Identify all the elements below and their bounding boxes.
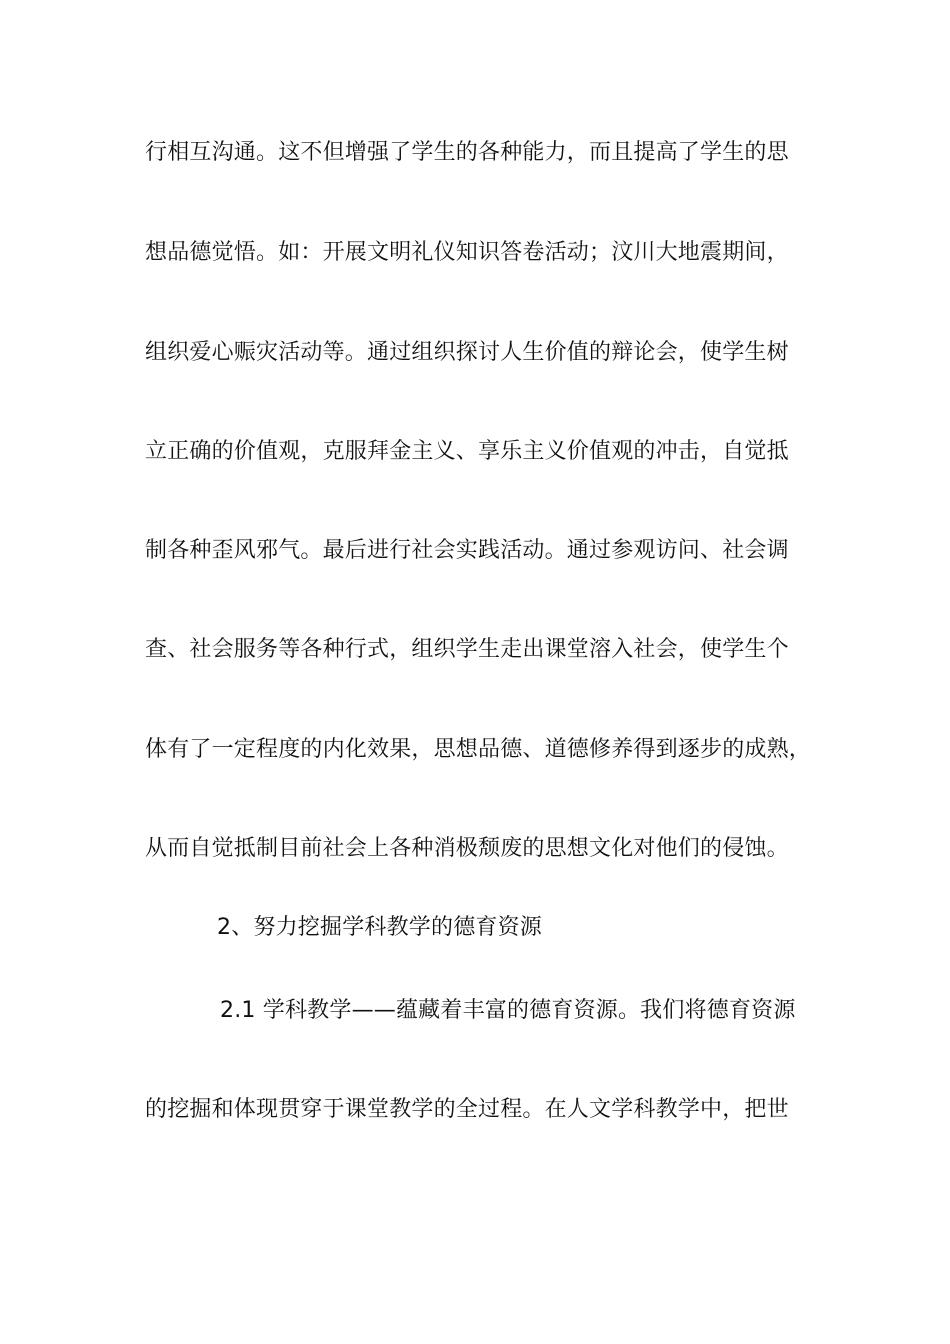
paragraph-line: 查、社会服务等各种行式，组织学生走出课堂溶入社会，使学生个 (145, 637, 789, 662)
paragraph-line: 制各种歪风邪气。最后进行社会实践活动。通过参观访问、社会调 (145, 538, 789, 563)
paragraph-line: 的挖掘和体现贯穿于课堂教学的全过程。在人文学科教学中，把世 (145, 1097, 789, 1122)
paragraph-line: 立正确的价值观，克服拜金主义、享乐主义价值观的冲击，自觉抵 (145, 439, 789, 464)
paragraph-line: 从而自觉抵制目前社会上各种消极颓废的思想文化对他们的侵蚀。 (145, 836, 789, 861)
paragraph-line: 体有了一定程度的内化效果，思想品德、道德修养得到逐步的成熟， (145, 737, 812, 762)
paragraph-line: 行相互沟通。这不但增强了学生的各种能力，而且提高了学生的思 (145, 140, 789, 165)
paragraph-line: 组织爱心赈灾活动等。通过组织探讨人生价值的辩论会，使学生树 (145, 340, 789, 365)
paragraph-line: 2.1 学科教学——蕴藏着丰富的德育资源。我们将德育资源 (220, 998, 796, 1023)
paragraph-line: 想品德觉悟。如：开展文明礼仪知识答卷活动；汶川大地震期间， (145, 240, 789, 265)
section-heading: 2、努力挖掘学科教学的德育资源 (217, 915, 542, 940)
